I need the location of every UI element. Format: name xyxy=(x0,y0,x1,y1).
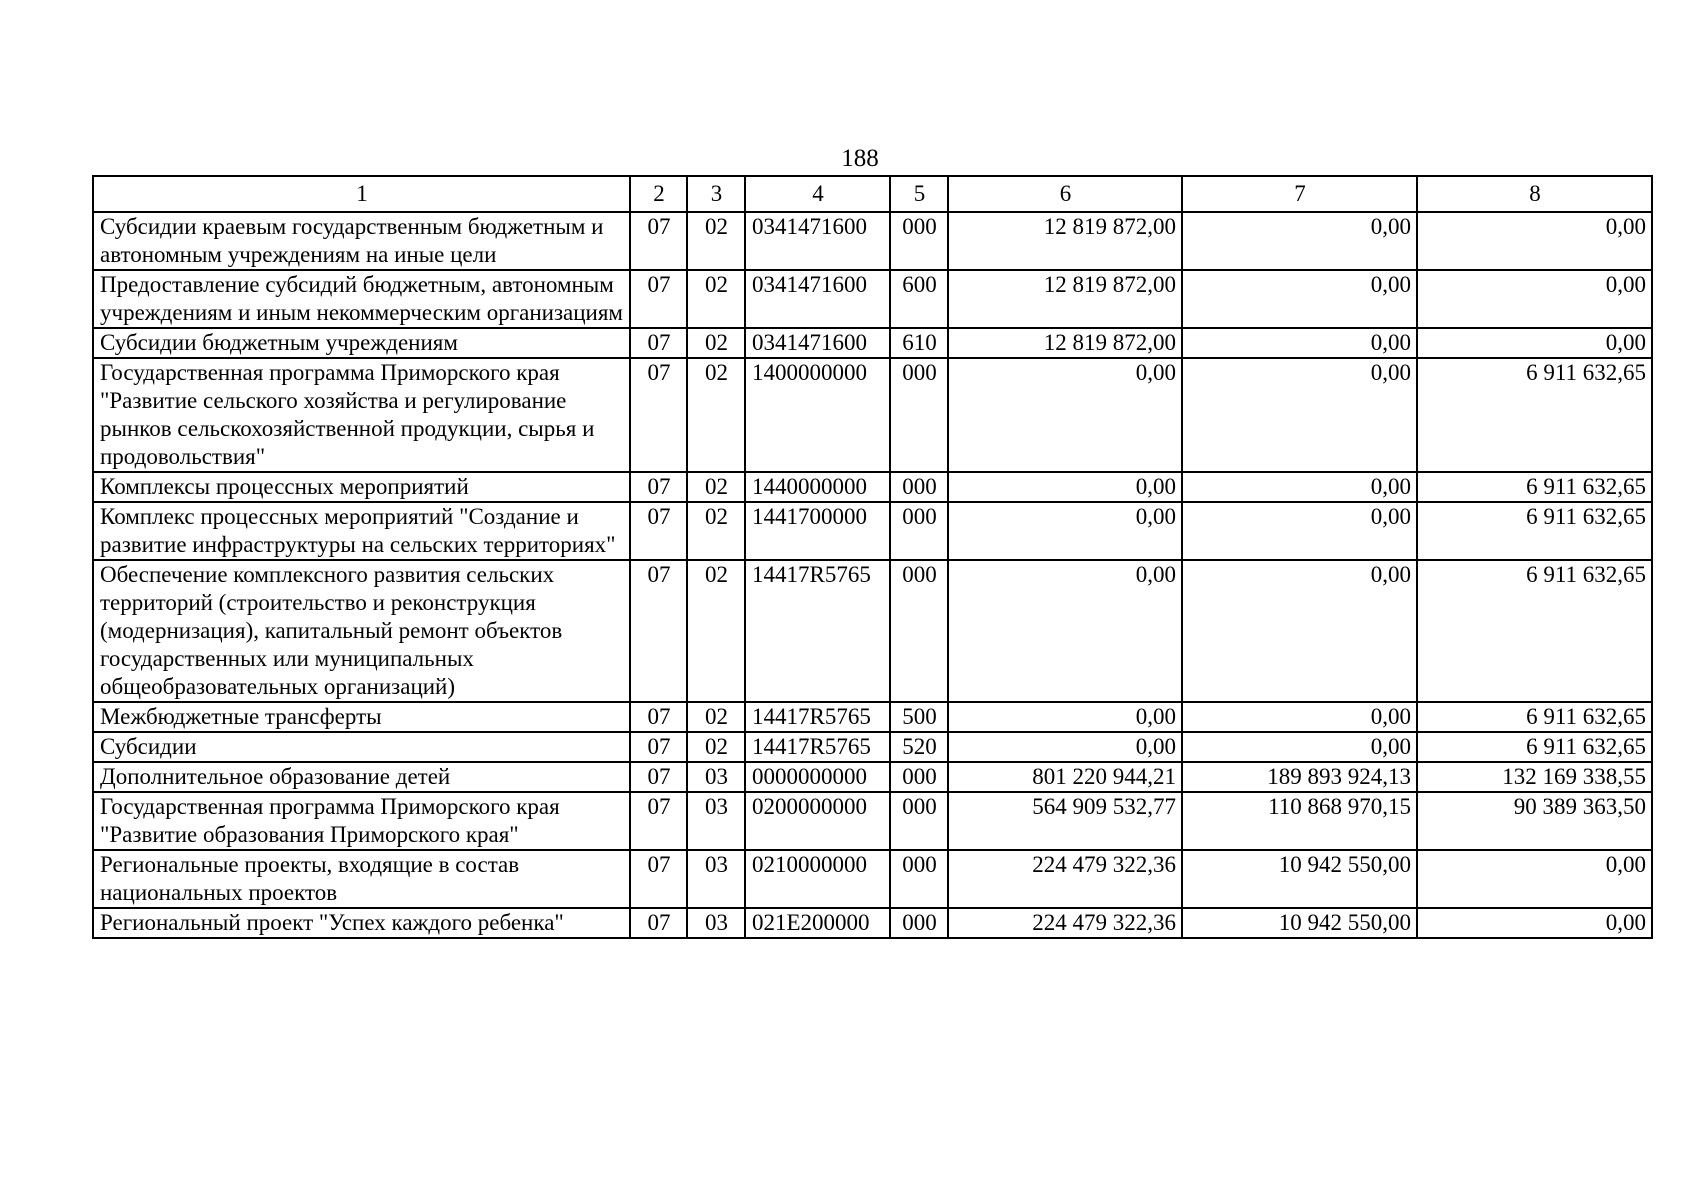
cell-subsection: 02 xyxy=(687,560,745,702)
cell-amount-7: 10 942 550,00 xyxy=(1182,908,1417,938)
cell-section: 07 xyxy=(630,472,687,502)
cell-amount-8: 0,00 xyxy=(1417,212,1652,270)
table-body xyxy=(93,212,1652,938)
cell-expense-type: 600 xyxy=(890,270,948,328)
cell-amount-7: 0,00 xyxy=(1182,732,1417,762)
cell-target-article: 14417R5765 xyxy=(745,702,890,732)
cell-amount-6: 0,00 xyxy=(948,560,1182,702)
cell-name: Государственная программа Приморского края "Развитие образования Приморского края" xyxy=(93,792,630,850)
cell-amount-7: 0,00 xyxy=(1182,270,1417,328)
table-row xyxy=(93,850,1652,908)
cell-section: 07 xyxy=(630,358,687,472)
cell-target-article: 1441700000 xyxy=(745,502,890,560)
cell-target-article: 0000000000 xyxy=(745,762,890,792)
cell-amount-6: 224 479 322,36 xyxy=(948,908,1182,938)
cell-name: Комплекс процессных мероприятий "Создание и развитие инфраструктуры на сельских территориях" xyxy=(93,502,630,560)
budget-table xyxy=(92,175,1653,939)
cell-target-article: 0200000000 xyxy=(745,792,890,850)
table-row xyxy=(93,792,1652,850)
cell-amount-7: 0,00 xyxy=(1182,472,1417,502)
table-row xyxy=(93,502,1652,560)
cell-section: 07 xyxy=(630,732,687,762)
cell-expense-type: 000 xyxy=(890,358,948,472)
cell-expense-type: 520 xyxy=(890,732,948,762)
cell-expense-type: 000 xyxy=(890,472,948,502)
cell-name: Государственная программа Приморского края "Развитие сельского хозяйства и регулирование рынков сельскохозяйственной продукции, сырья и продовольствия" xyxy=(93,358,630,472)
cell-amount-8: 132 169 338,55 xyxy=(1417,762,1652,792)
cell-amount-8: 0,00 xyxy=(1417,850,1652,908)
cell-name: Предоставление субсидий бюджетным, автономным учреждениям и иным некоммерческим организациям xyxy=(93,270,630,328)
cell-amount-6: 0,00 xyxy=(948,502,1182,560)
cell-target-article: 0341471600 xyxy=(745,212,890,270)
page-number: 188 xyxy=(841,145,879,172)
cell-target-article: 0341471600 xyxy=(745,328,890,358)
cell-amount-7: 10 942 550,00 xyxy=(1182,850,1417,908)
cell-subsection: 02 xyxy=(687,702,745,732)
cell-target-article: 14417R5765 xyxy=(745,732,890,762)
cell-target-article: 1440000000 xyxy=(745,472,890,502)
table-row xyxy=(93,358,1652,472)
column-header-5: 5 xyxy=(890,176,948,212)
cell-amount-8: 90 389 363,50 xyxy=(1417,792,1652,850)
cell-section: 07 xyxy=(630,702,687,732)
cell-target-article: 1400000000 xyxy=(745,358,890,472)
cell-amount-6: 0,00 xyxy=(948,358,1182,472)
cell-subsection: 02 xyxy=(687,328,745,358)
cell-subsection: 02 xyxy=(687,502,745,560)
cell-amount-6: 801 220 944,21 xyxy=(948,762,1182,792)
cell-name: Обеспечение комплексного развития сельских территорий (строительство и реконструкция (модернизация), капитальный ремонт объектов государственных или муниципальных общеобразовательных организаций) xyxy=(93,560,630,702)
cell-amount-7: 110 868 970,15 xyxy=(1182,792,1417,850)
cell-subsection: 02 xyxy=(687,732,745,762)
cell-section: 07 xyxy=(630,270,687,328)
cell-name: Региональные проекты, входящие в состав национальных проектов xyxy=(93,850,630,908)
cell-subsection: 02 xyxy=(687,270,745,328)
cell-target-article: 14417R5765 xyxy=(745,560,890,702)
cell-subsection: 03 xyxy=(687,908,745,938)
column-header-7: 7 xyxy=(1182,176,1417,212)
cell-amount-6: 12 819 872,00 xyxy=(948,212,1182,270)
cell-subsection: 02 xyxy=(687,358,745,472)
cell-expense-type: 500 xyxy=(890,702,948,732)
header-row xyxy=(93,176,1652,212)
table-row xyxy=(93,762,1652,792)
cell-subsection: 02 xyxy=(687,472,745,502)
cell-amount-7: 0,00 xyxy=(1182,502,1417,560)
cell-section: 07 xyxy=(630,560,687,702)
table-row xyxy=(93,328,1652,358)
cell-amount-6: 224 479 322,36 xyxy=(948,850,1182,908)
cell-amount-7: 0,00 xyxy=(1182,212,1417,270)
cell-amount-6: 0,00 xyxy=(948,702,1182,732)
cell-expense-type: 000 xyxy=(890,212,948,270)
table-row xyxy=(93,560,1652,702)
column-header-1: 1 xyxy=(93,176,630,212)
cell-amount-7: 0,00 xyxy=(1182,702,1417,732)
cell-amount-7: 189 893 924,13 xyxy=(1182,762,1417,792)
cell-amount-7: 0,00 xyxy=(1182,328,1417,358)
cell-section: 07 xyxy=(630,850,687,908)
cell-amount-8: 0,00 xyxy=(1417,908,1652,938)
column-header-8: 8 xyxy=(1417,176,1652,212)
cell-amount-7: 0,00 xyxy=(1182,358,1417,472)
cell-expense-type: 000 xyxy=(890,792,948,850)
cell-amount-8: 6 911 632,65 xyxy=(1417,472,1652,502)
cell-amount-8: 6 911 632,65 xyxy=(1417,560,1652,702)
cell-expense-type: 000 xyxy=(890,560,948,702)
cell-amount-8: 0,00 xyxy=(1417,270,1652,328)
cell-subsection: 03 xyxy=(687,792,745,850)
cell-amount-8: 6 911 632,65 xyxy=(1417,732,1652,762)
cell-name: Дополнительное образование детей xyxy=(93,762,630,792)
table-row xyxy=(93,270,1652,328)
cell-amount-8: 6 911 632,65 xyxy=(1417,358,1652,472)
cell-amount-8: 0,00 xyxy=(1417,328,1652,358)
cell-expense-type: 000 xyxy=(890,850,948,908)
cell-amount-8: 6 911 632,65 xyxy=(1417,502,1652,560)
cell-section: 07 xyxy=(630,212,687,270)
column-header-2: 2 xyxy=(630,176,687,212)
cell-expense-type: 000 xyxy=(890,762,948,792)
column-header-3: 3 xyxy=(687,176,745,212)
cell-name: Межбюджетные трансферты xyxy=(93,702,630,732)
cell-expense-type: 000 xyxy=(890,502,948,560)
cell-name: Комплексы процессных мероприятий xyxy=(93,472,630,502)
cell-name: Региональный проект "Успех каждого ребенка" xyxy=(93,908,630,938)
cell-section: 07 xyxy=(630,502,687,560)
cell-target-article: 0210000000 xyxy=(745,850,890,908)
cell-amount-6: 0,00 xyxy=(948,472,1182,502)
cell-section: 07 xyxy=(630,792,687,850)
table-row xyxy=(93,212,1652,270)
table-header xyxy=(93,176,1652,212)
table-row xyxy=(93,732,1652,762)
cell-expense-type: 000 xyxy=(890,908,948,938)
cell-name: Субсидии xyxy=(93,732,630,762)
cell-name: Субсидии краевым государственным бюджетным и автономным учреждениям на иные цели xyxy=(93,212,630,270)
cell-section: 07 xyxy=(630,908,687,938)
cell-section: 07 xyxy=(630,328,687,358)
cell-name: Субсидии бюджетным учреждениям xyxy=(93,328,630,358)
table-row xyxy=(93,702,1652,732)
cell-subsection: 03 xyxy=(687,762,745,792)
table-row xyxy=(93,908,1652,938)
cell-section: 07 xyxy=(630,762,687,792)
cell-target-article: 0341471600 xyxy=(745,270,890,328)
cell-amount-8: 6 911 632,65 xyxy=(1417,702,1652,732)
cell-target-article: 021E200000 xyxy=(745,908,890,938)
table-row xyxy=(93,472,1652,502)
cell-subsection: 02 xyxy=(687,212,745,270)
column-header-6: 6 xyxy=(948,176,1182,212)
cell-amount-6: 0,00 xyxy=(948,732,1182,762)
column-header-4: 4 xyxy=(745,176,890,212)
cell-amount-6: 12 819 872,00 xyxy=(948,328,1182,358)
cell-amount-6: 12 819 872,00 xyxy=(948,270,1182,328)
cell-subsection: 03 xyxy=(687,850,745,908)
cell-amount-7: 0,00 xyxy=(1182,560,1417,702)
cell-amount-6: 564 909 532,77 xyxy=(948,792,1182,850)
cell-expense-type: 610 xyxy=(890,328,948,358)
